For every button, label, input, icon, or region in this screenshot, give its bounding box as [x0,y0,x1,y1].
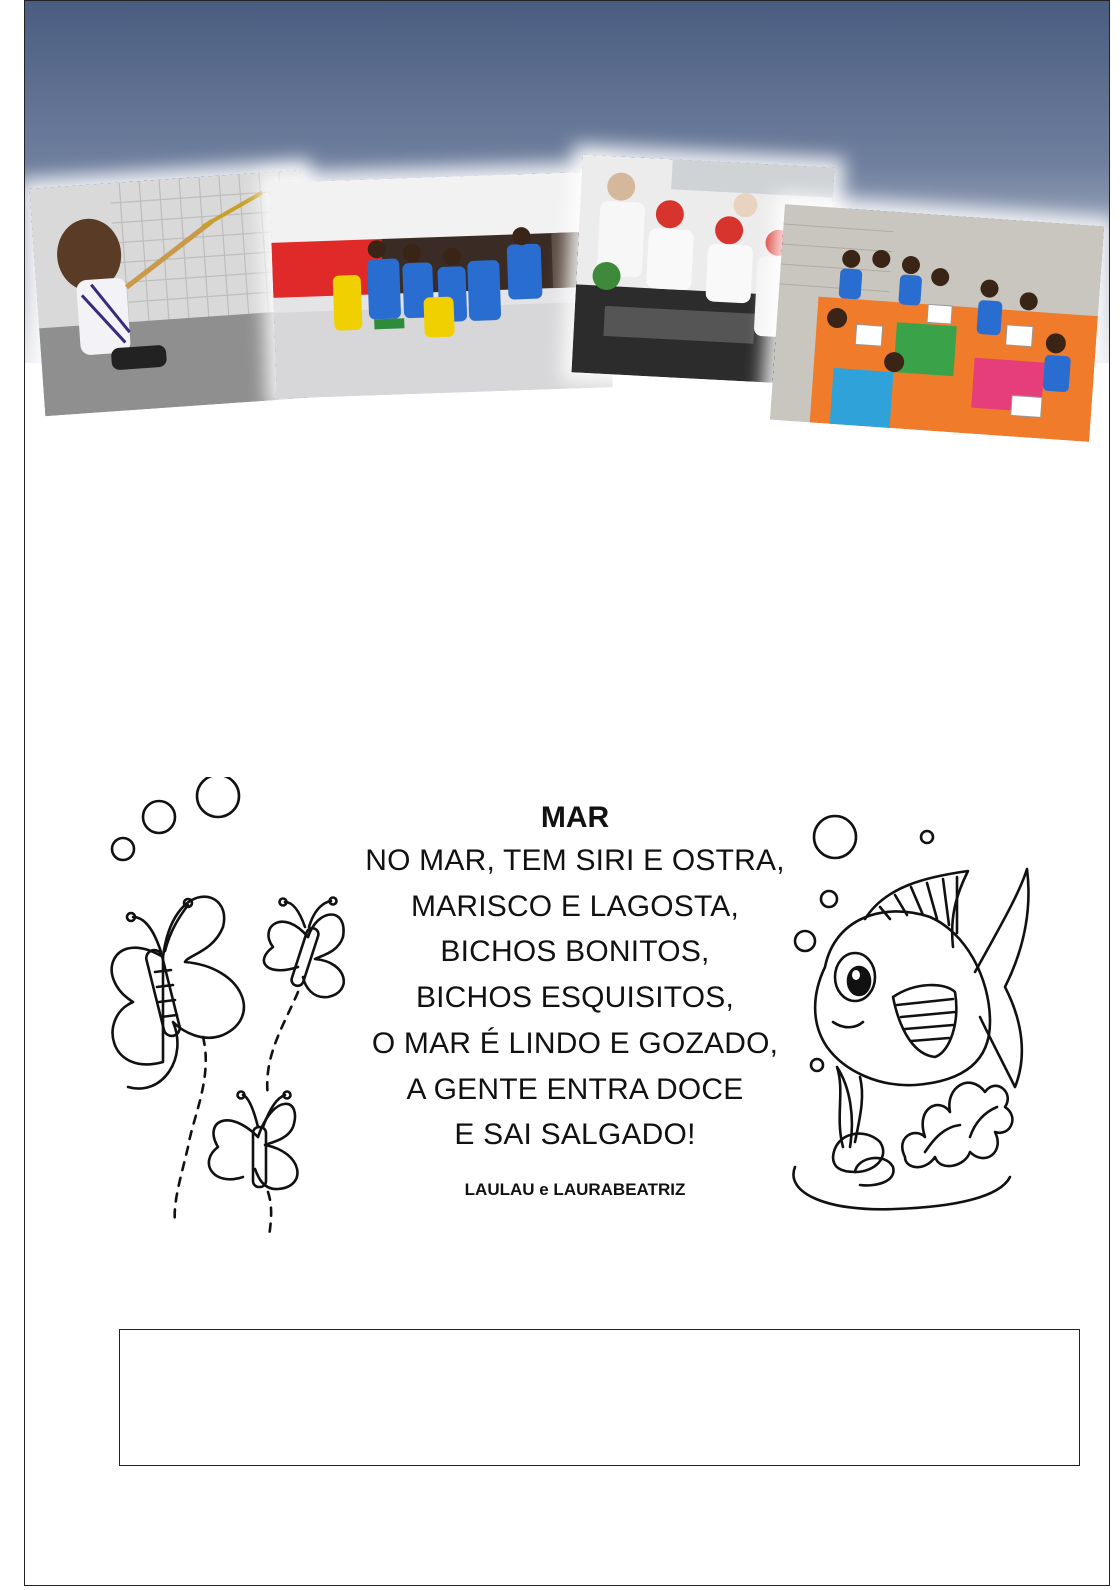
poem [325,798,825,1200]
poem-title: MAR [540,801,610,834]
poem-line: A GENTE ENTRA DOCE [406,1072,744,1106]
kids-reading-photo [770,204,1104,442]
poem-line: BICHOS ESQUISITOS, [415,981,735,1015]
poem-line: E SAI SALGADO! [454,1118,696,1152]
poem-line: BICHOS BONITOS, [440,935,710,969]
poem-line: NO MAR, TEM SIRI E OSTRA, [365,844,785,877]
poem-line: O MAR É LINDO E GOZADO, [371,1026,779,1060]
poem-line: MARISCO E LAGOSTA, [410,889,740,923]
butterflies-bubbles-drawing [93,777,353,1247]
kids-sports-huddle-photo [269,171,612,399]
page [24,0,1110,1586]
answer-box[interactable] [119,1329,1080,1466]
poem-author: LAULAU e LAURABEATRIZ [464,1179,686,1199]
